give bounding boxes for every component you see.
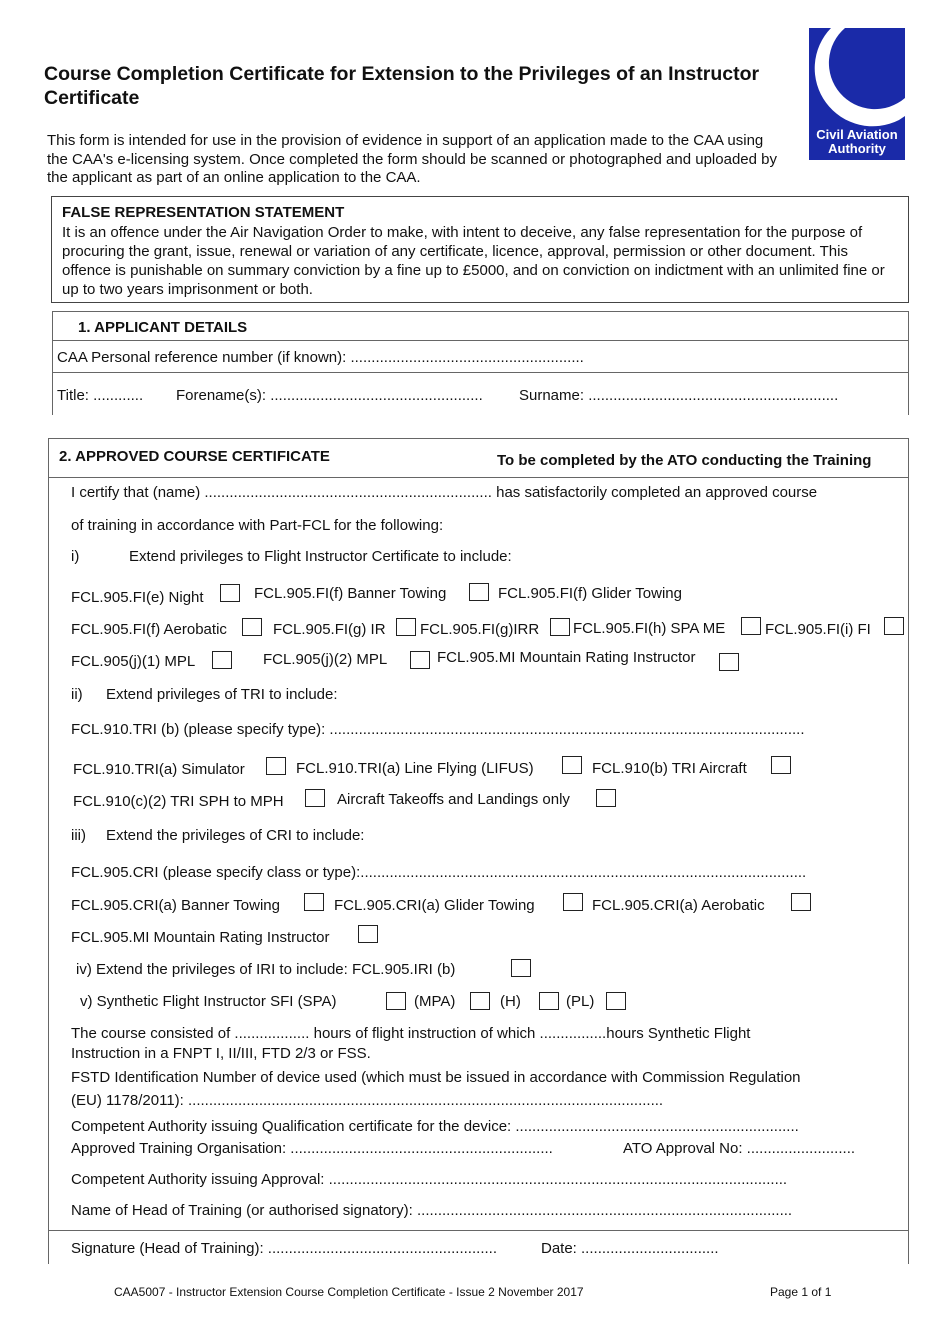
- logo-text-line1: Civil Aviation: [816, 127, 898, 142]
- date-field[interactable]: Date: .................................: [541, 1240, 719, 1257]
- cri-heading: Extend the privileges of CRI to include:: [106, 827, 365, 844]
- tri-type-field[interactable]: FCL.910.TRI (b) (please specify type): ..................................................................................................................: [71, 721, 805, 738]
- fi-aerobatic-checkbox[interactable]: [242, 618, 262, 636]
- section1-heading: 1. APPLICANT DETAILS: [78, 319, 248, 336]
- certify-line1[interactable]: I certify that (name) ..................................................................... has satisfactorily completed an approved course: [71, 484, 818, 501]
- sfi-h-label: (H): [500, 993, 521, 1010]
- tri-simulator-checkbox[interactable]: [266, 757, 286, 775]
- fi-aerobatic-label: FCL.905.FI(f) Aerobatic: [71, 621, 227, 638]
- tri-takeoffs-checkbox[interactable]: [596, 789, 616, 807]
- fi-banner-checkbox[interactable]: [469, 583, 489, 601]
- fi-night-checkbox[interactable]: [220, 584, 240, 602]
- footer-form-ref: CAA5007 - Instructor Extension Course Completion Certificate - Issue 2 November 2017: [114, 1285, 584, 1299]
- sfi-mpa-checkbox[interactable]: [470, 992, 490, 1010]
- fi-number: i): [71, 548, 80, 565]
- cri-glider-checkbox[interactable]: [563, 893, 583, 911]
- fi-mountain-label: FCL.905.MI Mountain Rating Instructor: [437, 649, 696, 666]
- sfi-mpa-label: (MPA): [414, 993, 456, 1010]
- caa-logo: [809, 28, 905, 160]
- fi-irr-label: FCL.905.FI(g)IRR: [420, 621, 540, 638]
- sfi-spa-checkbox[interactable]: [386, 992, 406, 1010]
- false-representation-heading: FALSE REPRESENTATION STATEMENT: [62, 204, 345, 221]
- iri-checkbox[interactable]: [511, 959, 531, 977]
- sfi-h-checkbox[interactable]: [539, 992, 559, 1010]
- head-of-training-field[interactable]: Name of Head of Training (or authorised signatory): ..........................................................................................: [71, 1202, 793, 1219]
- cri-mountain-label: FCL.905.MI Mountain Rating Instructor: [71, 929, 330, 946]
- course-hours-field[interactable]: The course consisted of .................. hours of flight instruction of which ................hours Synthetic Flight: [71, 1025, 751, 1042]
- false-representation-body: It is an offence under the Air Navigation Order to make, with intent to deceive, any false representation for the purpose of procuring the grant, issue, renewal or variation of any certificate, licence, approval, permission or other document. This offence is punishable on summary conviction by a fine up to £5000, and on conviction on indictment with an unlimited fine or up to two years imprisonment or both.: [62, 224, 885, 298]
- fi-mpl2-label: FCL.905(j)(2) MPL: [263, 651, 388, 668]
- cri-number: iii): [71, 827, 86, 844]
- fi-fi-checkbox[interactable]: [884, 617, 904, 635]
- cri-mountain-checkbox[interactable]: [358, 925, 378, 943]
- tri-heading: Extend privileges of TRI to include:: [106, 686, 338, 703]
- cri-banner-label: FCL.905.CRI(a) Banner Towing: [71, 897, 280, 914]
- cri-aerobatic-checkbox[interactable]: [791, 893, 811, 911]
- fi-mpl2-checkbox[interactable]: [410, 651, 430, 669]
- cri-type-field[interactable]: FCL.905.CRI (please specify class or type):...........................................................................................................: [71, 864, 807, 881]
- intro-text: This form is intended for use in the provision of evidence in support of an application made to the CAA using the CAA's e-licensing system. Once completed the form should be scanned or photographed and uploaded by the applicant as part of an online application to the CAA.: [47, 132, 777, 186]
- fstd-field[interactable]: (EU) 1178/2011): ..................................................................................................................: [71, 1092, 664, 1109]
- footer-page-number: Page 1 of 1: [770, 1285, 832, 1299]
- ato-field[interactable]: Approved Training Organisation: ...............................................................: [71, 1140, 553, 1157]
- logo-text-line2: Authority: [828, 141, 886, 156]
- tri-number: ii): [71, 686, 83, 703]
- cri-banner-checkbox[interactable]: [304, 893, 324, 911]
- signature-field[interactable]: Signature (Head of Training): .......................................................: [71, 1240, 497, 1257]
- sfi-pl-checkbox[interactable]: [606, 992, 626, 1010]
- fi-night-label: FCL.905.FI(e) Night: [71, 589, 204, 606]
- tri-simulator-label: FCL.910.TRI(a) Simulator: [73, 761, 245, 778]
- tri-aircraft-checkbox[interactable]: [771, 756, 791, 774]
- fi-spa-me-checkbox[interactable]: [741, 617, 761, 635]
- fi-heading: Extend privileges to Flight Instructor Certificate to include:: [129, 548, 512, 565]
- fi-glider-label: FCL.905.FI(f) Glider Towing: [498, 585, 682, 602]
- fi-mpl1-label: FCL.905(j)(1) MPL: [71, 653, 196, 670]
- surname-field[interactable]: Surname: ............................................................: [519, 387, 839, 404]
- forename-field[interactable]: Forename(s): ...................................................: [176, 387, 483, 404]
- fi-mpl1-checkbox[interactable]: [212, 651, 232, 669]
- sfi-spa-label: v) Synthetic Flight Instructor SFI (SPA): [80, 993, 337, 1010]
- section2-heading: 2. APPROVED COURSE CERTIFICATE: [59, 448, 330, 465]
- fi-spa-me-label: FCL.905.FI(h) SPA ME: [573, 620, 726, 637]
- fi-fi-label: FCL.905.FI(i) FI: [765, 621, 871, 638]
- tri-sph-mph-label: FCL.910(c)(2) TRI SPH to MPH: [73, 793, 284, 810]
- cri-glider-label: FCL.905.CRI(a) Glider Towing: [334, 897, 535, 914]
- ato-approval-field[interactable]: ATO Approval No: ..........................: [623, 1140, 856, 1157]
- sfi-pl-label: (PL): [566, 993, 595, 1010]
- fi-mountain-checkbox[interactable]: [719, 653, 739, 671]
- fi-irr-checkbox[interactable]: [550, 618, 570, 636]
- caa-reference-field[interactable]: CAA Personal reference number (if known): ........................................................: [57, 349, 584, 366]
- fi-ir-label: FCL.905.FI(g) IR: [273, 621, 386, 638]
- tri-sph-mph-checkbox[interactable]: [305, 789, 325, 807]
- section2-subheading: To be completed by the ATO conducting the Training: [497, 452, 872, 469]
- certify-line2: of training in accordance with Part-FCL for the following:: [71, 517, 444, 534]
- title-field[interactable]: Title: ............: [57, 387, 144, 404]
- tri-aircraft-label: FCL.910(b) TRI Aircraft: [592, 760, 747, 777]
- iri-label: iv) Extend the privileges of IRI to include: FCL.905.IRI (b): [76, 961, 456, 978]
- approval-authority-field[interactable]: Competent Authority issuing Approval: ..............................................................................................................: [71, 1171, 788, 1188]
- fi-banner-label: FCL.905.FI(f) Banner Towing: [254, 585, 447, 602]
- tri-lifus-label: FCL.910.TRI(a) Line Flying (LIFUS): [296, 760, 534, 777]
- tri-lifus-checkbox[interactable]: [562, 756, 582, 774]
- fi-ir-checkbox[interactable]: [396, 618, 416, 636]
- fstd-label: FSTD Identification Number of device used (which must be issued in accordance with Commission Regulation: [71, 1069, 801, 1086]
- page-title: Course Completion Certificate for Extension to the Privileges of an Instructor Certificate: [44, 63, 760, 109]
- course-hours-line2: Instruction in a FNPT I, II/III, FTD 2/3 or FSS.: [71, 1045, 371, 1062]
- tri-takeoffs-label: Aircraft Takeoffs and Landings only: [337, 791, 570, 808]
- qualification-authority-field[interactable]: Competent Authority issuing Qualification certificate for the device: ....................................................................: [71, 1118, 799, 1135]
- cri-aerobatic-label: FCL.905.CRI(a) Aerobatic: [592, 897, 765, 914]
